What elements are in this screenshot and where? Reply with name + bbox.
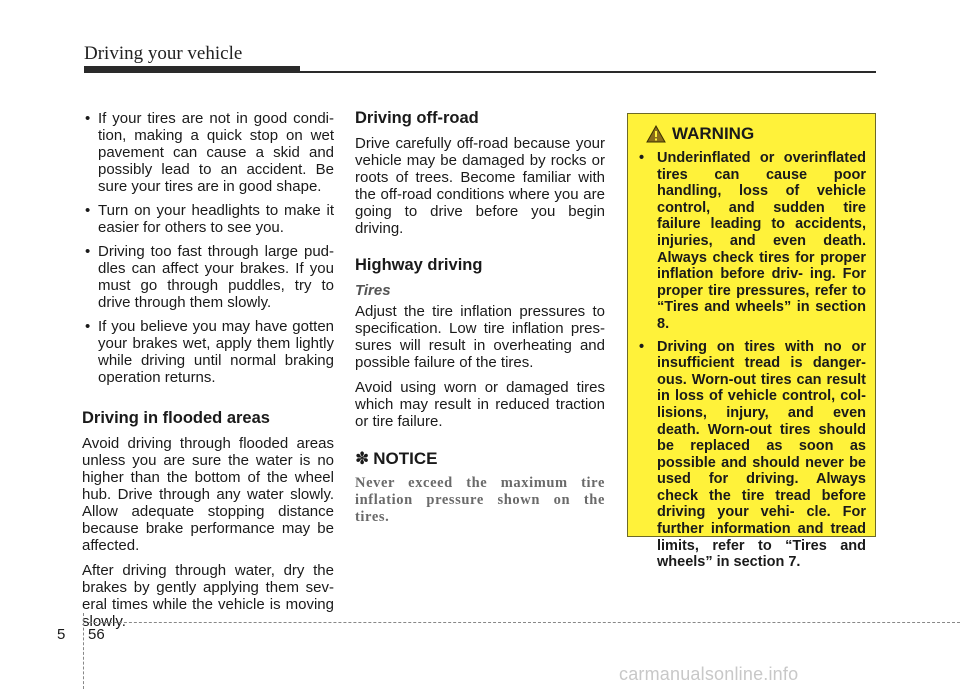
list-item: • If you believe you may have gotten your brakes wet, apply them lightly while driving until normal braking operation returns. — [82, 318, 334, 386]
list-item: • Driving on tires with no or insufficient tread is danger- ous. Worn-out tires can result in loss of vehicle control, col- lisions, injury, and even death. Worn-out tires should be replaced as soon as possible and should never be used for driving. Always check the tire tread before driving your vehi- cle. For further information and tread limits, refer to “Tires and wheels” in section 7. — [638, 339, 866, 571]
notice-star-icon: ✽ — [355, 449, 370, 468]
list-item: • Underinflated or overinflated tires can cause poor handling, loss of vehicle control, and sudden tire failure leading to accidents, injuries, and even death. Always check tires for proper inflation before driv- ing. For proper tire pressures, refer to “Tires and wheels” in section 8. — [638, 150, 866, 333]
warning-box — [627, 113, 876, 571]
watermark: carmanualsonline.info — [619, 664, 799, 684]
off-road-paragraph: Drive carefully off-road because your vehicle may be damaged by rocks or roots of trees. Become familiar with the off-road conditions where you are going to drive before you begin driving. — [355, 135, 605, 237]
header-rule — [300, 71, 876, 73]
list-item: • Driving too fast through large pud- dles can affect your brakes. If you must go through puddles, try to drive through them slowly. — [82, 243, 334, 311]
highway-driving-heading: Highway driving — [355, 256, 483, 274]
column-middle — [355, 110, 605, 526]
footer-divider — [83, 613, 84, 689]
warning-list — [638, 150, 866, 571]
safety-tips-list — [82, 110, 334, 386]
flooded-areas-heading: Driving in flooded areas — [82, 409, 270, 427]
list-item: • If your tires are not in good condi- tion, making a quick stop on wet pavement can cause a skid and possibly lead to an accident. Be sure your tires are in good shape. — [82, 110, 334, 195]
list-item: • Turn on your headlights to make it easier for others to see you. — [82, 202, 334, 236]
tires-paragraph: Adjust the tire inflation pressures to specification. Low tire inflation pres- sures will result in overheating and possible failure of the tires. — [355, 303, 605, 371]
footer-rule — [84, 622, 960, 623]
page-header-title: Driving your vehicle — [84, 43, 243, 64]
notice-heading — [355, 450, 605, 467]
notice-title-text: NOTICE — [373, 449, 438, 468]
notice-text: Never exceed the maximum tire inflation pressure shown on the tires. — [355, 475, 605, 525]
chapter-number: 5 — [57, 626, 66, 643]
off-road-heading: Driving off-road — [355, 109, 479, 127]
column-left — [82, 110, 334, 638]
tires-subheading: Tires — [355, 282, 391, 299]
flooded-paragraph: After driving through water, dry the brakes by gently applying them sev- eral times while the vehicle is moving slowly. — [82, 562, 334, 630]
tires-paragraph: Avoid using worn or damaged tires which may result in reduced traction or tire failure. — [355, 379, 605, 430]
warning-triangle-icon — [646, 125, 666, 143]
warning-title: WARNING — [672, 124, 755, 143]
warning-header — [646, 124, 866, 144]
header-bar-thick — [84, 66, 300, 73]
page-number: 56 — [88, 626, 105, 643]
flooded-paragraph: Avoid driving through flooded areas unless you are sure the water is no higher than the bottom of the wheel hub. Drive through any water slowly. Allow adequate stopping distance because brake performance may be affected. — [82, 435, 334, 554]
